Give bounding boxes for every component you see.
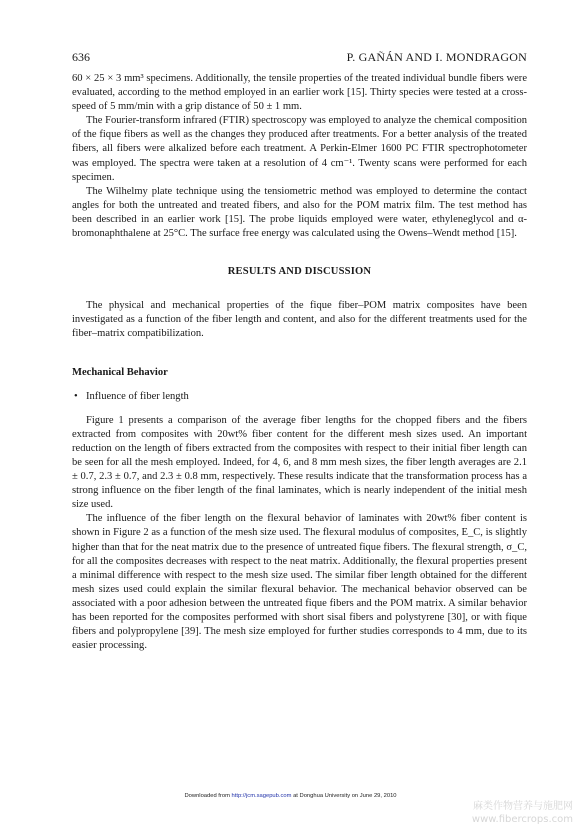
footer-prefix: Downloaded from	[184, 793, 232, 799]
paragraph-methods-2: The Fourier-transform infrared (FTIR) spectroscopy was employed to analyze the chemical composition of the fique fibers as well as the changes they produced after treatments. For a better analysis of the treated fibers, all fibers were alkalized before each treatment. A Perkin-Elmer 1600 PC FTIR spectrophotometer was employed. The spectra were taken at a resolution of 4 cm⁻¹. Twenty scans were performed for each specimen.	[72, 115, 527, 183]
bullet-icon: •	[74, 390, 78, 402]
bullet-item	[72, 390, 527, 404]
page-number: 636	[72, 50, 90, 64]
paragraph-results-1: Figure 1 presents a comparison of the average fiber lengths for the chopped fibers and the fibers extracted from composites with 20wt% fiber content for the different mesh sizes used. An important reduction on the length of fibers extracted from the composites with respect to their initial fiber length can be seen for all the mesh employed. Indeed, for 4, 6, and 8 mm mesh sizes, the fiber length averages are 2.1 ± 0.7, 2.3 ± 0.7, and 2.3 ± 0.8 mm, respectively. These results indicate that the transformation process has a strong influence on the fiber length of the final laminates, which is nearly independent of the initial mesh size used.	[72, 414, 527, 511]
section-heading: RESULTS AND DISCUSSION	[227, 266, 372, 278]
watermark-line-1: 麻类作物营养与施肥网	[473, 801, 573, 812]
paragraph-results-2: The influence of the fiber length on the flexural behavior of laminates with 20wt% fiber content is shown in Figure 2 as a function of the mesh size used. The flexural modulus of composites, E_C, is slightly higher than that for the neat matrix due to the presence of untreated fique fibers. The flexural strength, σ_C, for all the composites decreases with respect to the neat matrix. Additionally, the flexural properties present a minimal difference with respect to the mesh size used. The similar fiber length obtained for the different mesh sizes used could explain the similar flexural behavior. The mechanical behavior observed can be associated with a poor adhesion between the untreated fique fibers and the POM matrix. A similar behavior has been reported for the composites performed with short sisal fibers and polystyrene [30], or with fique fibers and polypropylene [39]. The mesh size employed for further studies corresponds to 4 mm, due to its easier processing.	[72, 513, 527, 652]
footer-suffix: at Donghua University on June 29, 2010	[291, 793, 397, 799]
paragraph-methods-3: The Wilhelmy plate technique using the tensiometric method was employed to determine the contact angles for both the untreated and treated fibers, and also for the POM matrix film. The test method has been described in an earlier work [15]. The probe liquids employed were water, ethyleneglycol and α-bromonaphthalene at 25°C. The surface free energy was calculated using the Owens–Wendt method [15].	[72, 185, 527, 240]
bullet-text: Influence of fiber length	[86, 390, 189, 402]
page-header	[72, 50, 527, 65]
download-footer	[0, 793, 581, 799]
running-head-authors: P. GAÑÁN AND I. MONDRAGON	[346, 50, 527, 64]
footer-link[interactable]: http://jcm.sagepub.com	[231, 793, 292, 799]
subsection-heading: Mechanical Behavior	[72, 366, 168, 378]
page-body	[72, 72, 527, 653]
watermark-line-2: www.fibercrops.com	[471, 814, 573, 825]
watermark	[472, 800, 573, 826]
section-intro: The physical and mechanical properties of the fique fiber–POM matrix composites have been investigated as a function of the fiber length and content, and also for the different treatments used for the fiber–matrix compatibilization.	[72, 300, 527, 340]
paragraph-methods-1: 60 × 25 × 3 mm³ specimens. Additionally, the tensile properties of the treated individual bundle fibers were evaluated, according to the method employed in an earlier work [15]. Thirty species were tested at a cross-speed of 5 mm/min with a grip distance of 50 ± 1 mm.	[72, 73, 527, 113]
